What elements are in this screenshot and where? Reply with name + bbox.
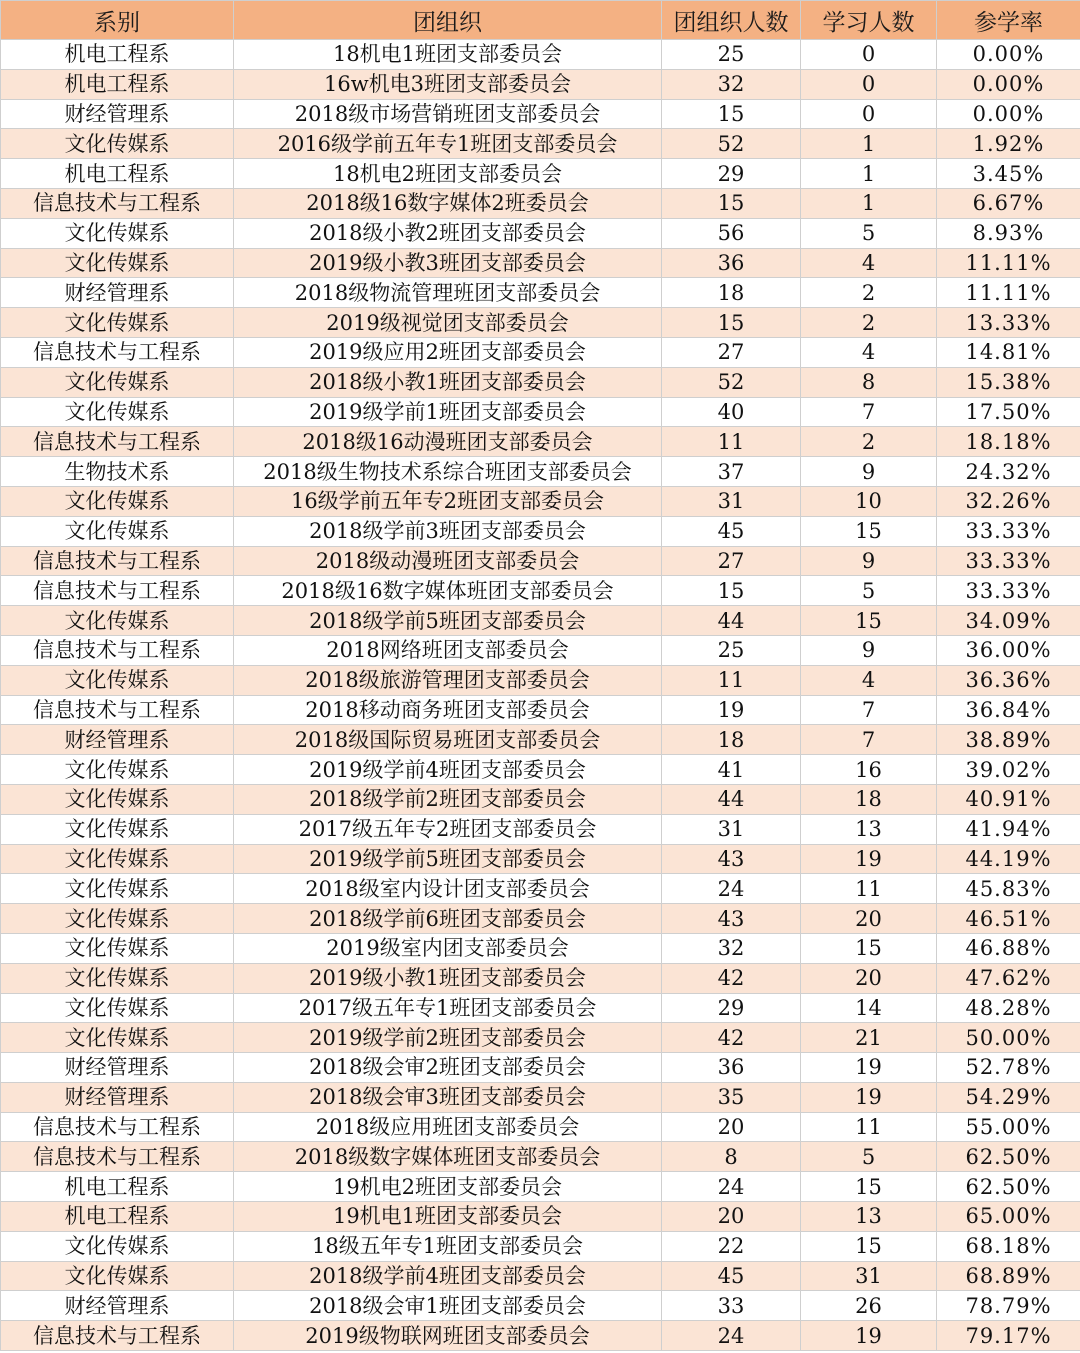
- learner-count-cell: 7: [801, 695, 937, 725]
- table-row: [1, 1023, 1080, 1053]
- table-row: [1, 904, 1080, 934]
- org-name-cell: 2018级动漫班团支部委员会: [234, 546, 662, 576]
- member-count-cell: 29: [662, 159, 801, 189]
- learner-count-cell: 5: [801, 576, 937, 606]
- org-name-cell: 2018级16动漫班团支部委员会: [234, 427, 662, 457]
- rate-cell: 6.67%: [937, 188, 1080, 218]
- rate-cell: 39.02%: [937, 755, 1080, 785]
- learner-count-cell: 15: [801, 1231, 937, 1261]
- org-name-cell: 2019级应用2班团支部委员会: [234, 337, 662, 367]
- header-learner-count: 学习人数: [801, 1, 937, 40]
- table-row: [1, 427, 1080, 457]
- rate-cell: 68.89%: [937, 1261, 1080, 1291]
- org-name-cell: 2019级小教1班团支部委员会: [234, 963, 662, 993]
- rate-cell: 62.50%: [937, 1172, 1080, 1202]
- member-count-cell: 15: [662, 188, 801, 218]
- department-cell: 财经管理系: [1, 1291, 234, 1321]
- table-row: [1, 248, 1080, 278]
- learner-count-cell: 15: [801, 1172, 937, 1202]
- learner-count-cell: 9: [801, 635, 937, 665]
- department-cell: 文化传媒系: [1, 814, 234, 844]
- learner-count-cell: 4: [801, 337, 937, 367]
- department-cell: 文化传媒系: [1, 784, 234, 814]
- table-row: [1, 1053, 1080, 1083]
- department-cell: 信息技术与工程系: [1, 1112, 234, 1142]
- org-name-cell: 2016级学前五年专1班团支部委员会: [234, 129, 662, 159]
- member-count-cell: 41: [662, 755, 801, 785]
- department-cell: 财经管理系: [1, 1053, 234, 1083]
- rate-cell: 3.45%: [937, 159, 1080, 189]
- org-name-cell: 2018级小教1班团支部委员会: [234, 367, 662, 397]
- member-count-cell: 18: [662, 725, 801, 755]
- rate-cell: 15.38%: [937, 367, 1080, 397]
- rate-cell: 36.84%: [937, 695, 1080, 725]
- org-name-cell: 2018级市场营销班团支部委员会: [234, 99, 662, 129]
- learner-count-cell: 1: [801, 188, 937, 218]
- member-count-cell: 11: [662, 427, 801, 457]
- learner-count-cell: 15: [801, 606, 937, 636]
- department-cell: 文化传媒系: [1, 129, 234, 159]
- org-name-cell: 16级学前五年专2班团支部委员会: [234, 486, 662, 516]
- learner-count-cell: 31: [801, 1261, 937, 1291]
- learner-count-cell: 14: [801, 993, 937, 1023]
- rate-cell: 18.18%: [937, 427, 1080, 457]
- table-row: [1, 933, 1080, 963]
- department-cell: 财经管理系: [1, 278, 234, 308]
- member-count-cell: 32: [662, 69, 801, 99]
- org-name-cell: 2019级学前5班团支部委员会: [234, 844, 662, 874]
- member-count-cell: 42: [662, 963, 801, 993]
- learner-count-cell: 9: [801, 457, 937, 487]
- org-name-cell: 18机电2班团支部委员会: [234, 159, 662, 189]
- table-row: [1, 1321, 1080, 1351]
- department-cell: 文化传媒系: [1, 1023, 234, 1053]
- rate-cell: 79.17%: [937, 1321, 1080, 1351]
- member-count-cell: 18: [662, 278, 801, 308]
- learner-count-cell: 21: [801, 1023, 937, 1053]
- rate-cell: 44.19%: [937, 844, 1080, 874]
- table-row: [1, 1142, 1080, 1172]
- member-count-cell: 32: [662, 933, 801, 963]
- org-name-cell: 2019级学前2班团支部委员会: [234, 1023, 662, 1053]
- org-name-cell: 2018网络班团支部委员会: [234, 635, 662, 665]
- learner-count-cell: 19: [801, 1082, 937, 1112]
- table-row: [1, 40, 1080, 70]
- member-count-cell: 44: [662, 784, 801, 814]
- table-row: [1, 725, 1080, 755]
- org-name-cell: 2018级学前2班团支部委员会: [234, 784, 662, 814]
- table-body: [1, 40, 1080, 1351]
- org-name-cell: 2018级学前5班团支部委员会: [234, 606, 662, 636]
- org-name-cell: 2018级应用班团支部委员会: [234, 1112, 662, 1142]
- rate-cell: 1.92%: [937, 129, 1080, 159]
- member-count-cell: 40: [662, 397, 801, 427]
- member-count-cell: 27: [662, 337, 801, 367]
- department-cell: 文化传媒系: [1, 904, 234, 934]
- member-count-cell: 37: [662, 457, 801, 487]
- org-name-cell: 19机电2班团支部委员会: [234, 1172, 662, 1202]
- table-row: [1, 337, 1080, 367]
- org-name-cell: 2017级五年专2班团支部委员会: [234, 814, 662, 844]
- department-cell: 信息技术与工程系: [1, 427, 234, 457]
- table-row: [1, 606, 1080, 636]
- rate-cell: 32.26%: [937, 486, 1080, 516]
- member-count-cell: 8: [662, 1142, 801, 1172]
- learner-count-cell: 26: [801, 1291, 937, 1321]
- org-name-cell: 2018级学前3班团支部委员会: [234, 516, 662, 546]
- learner-count-cell: 1: [801, 159, 937, 189]
- table-row: [1, 1231, 1080, 1261]
- member-count-cell: 15: [662, 576, 801, 606]
- rate-cell: 24.32%: [937, 457, 1080, 487]
- org-name-cell: 19机电1班团支部委员会: [234, 1202, 662, 1232]
- department-cell: 生物技术系: [1, 457, 234, 487]
- table-row: [1, 188, 1080, 218]
- header-org-member-count: 团组织人数: [662, 1, 801, 40]
- rate-cell: 11.11%: [937, 278, 1080, 308]
- learner-count-cell: 10: [801, 486, 937, 516]
- header-participation-rate: 参学率: [937, 1, 1080, 40]
- learner-count-cell: 20: [801, 904, 937, 934]
- department-cell: 文化传媒系: [1, 844, 234, 874]
- org-name-cell: 2019级物联网班团支部委员会: [234, 1321, 662, 1351]
- rate-cell: 33.33%: [937, 546, 1080, 576]
- rate-cell: 17.50%: [937, 397, 1080, 427]
- department-cell: 文化传媒系: [1, 1231, 234, 1261]
- rate-cell: 47.62%: [937, 963, 1080, 993]
- member-count-cell: 33: [662, 1291, 801, 1321]
- table-row: [1, 963, 1080, 993]
- table-row: [1, 367, 1080, 397]
- table-row: [1, 755, 1080, 785]
- rate-cell: 55.00%: [937, 1112, 1080, 1142]
- learner-count-cell: 19: [801, 844, 937, 874]
- table-row: [1, 1172, 1080, 1202]
- rate-cell: 14.81%: [937, 337, 1080, 367]
- member-count-cell: 22: [662, 1231, 801, 1261]
- rate-cell: 41.94%: [937, 814, 1080, 844]
- department-cell: 信息技术与工程系: [1, 337, 234, 367]
- rate-cell: 33.33%: [937, 516, 1080, 546]
- member-count-cell: 42: [662, 1023, 801, 1053]
- header-department: 系别: [1, 1, 234, 40]
- department-cell: 机电工程系: [1, 159, 234, 189]
- learner-count-cell: 0: [801, 99, 937, 129]
- rate-cell: 65.00%: [937, 1202, 1080, 1232]
- learner-count-cell: 0: [801, 40, 937, 70]
- member-count-cell: 36: [662, 248, 801, 278]
- table-row: [1, 397, 1080, 427]
- department-cell: 信息技术与工程系: [1, 1321, 234, 1351]
- department-cell: 财经管理系: [1, 1082, 234, 1112]
- member-count-cell: 31: [662, 814, 801, 844]
- rate-cell: 33.33%: [937, 576, 1080, 606]
- member-count-cell: 36: [662, 1053, 801, 1083]
- rate-cell: 11.11%: [937, 248, 1080, 278]
- table-row: [1, 457, 1080, 487]
- department-cell: 文化传媒系: [1, 933, 234, 963]
- department-cell: 文化传媒系: [1, 606, 234, 636]
- department-cell: 文化传媒系: [1, 248, 234, 278]
- department-cell: 机电工程系: [1, 1202, 234, 1232]
- org-name-cell: 2017级五年专1班团支部委员会: [234, 993, 662, 1023]
- table-row: [1, 993, 1080, 1023]
- rate-cell: 0.00%: [937, 40, 1080, 70]
- member-count-cell: 43: [662, 904, 801, 934]
- member-count-cell: 15: [662, 99, 801, 129]
- member-count-cell: 45: [662, 516, 801, 546]
- learner-count-cell: 11: [801, 874, 937, 904]
- department-cell: 文化传媒系: [1, 755, 234, 785]
- learner-count-cell: 4: [801, 665, 937, 695]
- department-cell: 信息技术与工程系: [1, 546, 234, 576]
- table-row: [1, 308, 1080, 338]
- table-row: [1, 99, 1080, 129]
- learner-count-cell: 9: [801, 546, 937, 576]
- table-row: [1, 784, 1080, 814]
- member-count-cell: 24: [662, 874, 801, 904]
- table-row: [1, 844, 1080, 874]
- header-row: [1, 1, 1080, 40]
- org-name-cell: 2019级学前4班团支部委员会: [234, 755, 662, 785]
- learner-count-cell: 20: [801, 963, 937, 993]
- table-row: [1, 159, 1080, 189]
- department-cell: 文化传媒系: [1, 665, 234, 695]
- learner-count-cell: 7: [801, 725, 937, 755]
- department-cell: 机电工程系: [1, 69, 234, 99]
- rate-cell: 0.00%: [937, 99, 1080, 129]
- table-row: [1, 278, 1080, 308]
- org-name-cell: 2018级学前6班团支部委员会: [234, 904, 662, 934]
- member-count-cell: 20: [662, 1202, 801, 1232]
- table-row: [1, 635, 1080, 665]
- learner-count-cell: 2: [801, 427, 937, 457]
- department-cell: 财经管理系: [1, 725, 234, 755]
- table-row: [1, 218, 1080, 248]
- table-row: [1, 814, 1080, 844]
- table-row: [1, 129, 1080, 159]
- department-cell: 文化传媒系: [1, 308, 234, 338]
- rate-cell: 40.91%: [937, 784, 1080, 814]
- rate-cell: 52.78%: [937, 1053, 1080, 1083]
- org-name-cell: 2018级小教2班团支部委员会: [234, 218, 662, 248]
- department-cell: 信息技术与工程系: [1, 188, 234, 218]
- org-name-cell: 2018级数字媒体班团支部委员会: [234, 1142, 662, 1172]
- org-name-cell: 2019级小教3班团支部委员会: [234, 248, 662, 278]
- table-row: [1, 576, 1080, 606]
- member-count-cell: 24: [662, 1321, 801, 1351]
- learner-count-cell: 1: [801, 129, 937, 159]
- learner-count-cell: 7: [801, 397, 937, 427]
- learner-count-cell: 11: [801, 1112, 937, 1142]
- learner-count-cell: 19: [801, 1053, 937, 1083]
- member-count-cell: 52: [662, 129, 801, 159]
- rate-cell: 0.00%: [937, 69, 1080, 99]
- org-name-cell: 2019级学前1班团支部委员会: [234, 397, 662, 427]
- rate-cell: 46.88%: [937, 933, 1080, 963]
- learner-count-cell: 13: [801, 814, 937, 844]
- department-cell: 机电工程系: [1, 1172, 234, 1202]
- org-name-cell: 2018级16数字媒体2班委员会: [234, 188, 662, 218]
- department-cell: 文化传媒系: [1, 993, 234, 1023]
- table-row: [1, 1082, 1080, 1112]
- rate-cell: 36.36%: [937, 665, 1080, 695]
- department-cell: 信息技术与工程系: [1, 1142, 234, 1172]
- member-count-cell: 24: [662, 1172, 801, 1202]
- org-name-cell: 2018级学前4班团支部委员会: [234, 1261, 662, 1291]
- rate-cell: 38.89%: [937, 725, 1080, 755]
- rate-cell: 45.83%: [937, 874, 1080, 904]
- member-count-cell: 15: [662, 308, 801, 338]
- learner-count-cell: 5: [801, 1142, 937, 1172]
- org-name-cell: 2018级会审3班团支部委员会: [234, 1082, 662, 1112]
- learner-count-cell: 5: [801, 218, 937, 248]
- rate-cell: 78.79%: [937, 1291, 1080, 1321]
- member-count-cell: 20: [662, 1112, 801, 1142]
- org-name-cell: 2018级旅游管理团支部委员会: [234, 665, 662, 695]
- table-row: [1, 546, 1080, 576]
- table-row: [1, 1291, 1080, 1321]
- table-row: [1, 516, 1080, 546]
- rate-cell: 34.09%: [937, 606, 1080, 636]
- table-row: [1, 486, 1080, 516]
- org-name-cell: 2018级国际贸易班团支部委员会: [234, 725, 662, 755]
- header-league-org: 团组织: [234, 1, 662, 40]
- member-count-cell: 56: [662, 218, 801, 248]
- member-count-cell: 25: [662, 635, 801, 665]
- department-cell: 文化传媒系: [1, 963, 234, 993]
- rate-cell: 62.50%: [937, 1142, 1080, 1172]
- member-count-cell: 43: [662, 844, 801, 874]
- member-count-cell: 27: [662, 546, 801, 576]
- learner-count-cell: 19: [801, 1321, 937, 1351]
- rate-cell: 8.93%: [937, 218, 1080, 248]
- table-row: [1, 665, 1080, 695]
- org-name-cell: 2018级16数字媒体班团支部委员会: [234, 576, 662, 606]
- rate-cell: 36.00%: [937, 635, 1080, 665]
- department-cell: 文化传媒系: [1, 516, 234, 546]
- learner-count-cell: 18: [801, 784, 937, 814]
- member-count-cell: 45: [662, 1261, 801, 1291]
- member-count-cell: 52: [662, 367, 801, 397]
- org-name-cell: 2019级视觉团支部委员会: [234, 308, 662, 338]
- learner-count-cell: 8: [801, 367, 937, 397]
- org-name-cell: 2018移动商务班团支部委员会: [234, 695, 662, 725]
- learner-count-cell: 2: [801, 308, 937, 338]
- member-count-cell: 25: [662, 40, 801, 70]
- rate-cell: 50.00%: [937, 1023, 1080, 1053]
- department-cell: 文化传媒系: [1, 397, 234, 427]
- org-name-cell: 2019级室内团支部委员会: [234, 933, 662, 963]
- rate-cell: 54.29%: [937, 1082, 1080, 1112]
- org-name-cell: 2018级会审2班团支部委员会: [234, 1053, 662, 1083]
- member-count-cell: 29: [662, 993, 801, 1023]
- org-name-cell: 2018级生物技术系综合班团支部委员会: [234, 457, 662, 487]
- learner-count-cell: 16: [801, 755, 937, 785]
- org-name-cell: 18级五年专1班团支部委员会: [234, 1231, 662, 1261]
- member-count-cell: 31: [662, 486, 801, 516]
- department-cell: 文化传媒系: [1, 486, 234, 516]
- department-cell: 文化传媒系: [1, 218, 234, 248]
- department-cell: 财经管理系: [1, 99, 234, 129]
- table-row: [1, 874, 1080, 904]
- department-cell: 信息技术与工程系: [1, 695, 234, 725]
- rate-cell: 46.51%: [937, 904, 1080, 934]
- learner-count-cell: 4: [801, 248, 937, 278]
- table-row: [1, 69, 1080, 99]
- learner-count-cell: 15: [801, 516, 937, 546]
- org-name-cell: 2018级会审1班团支部委员会: [234, 1291, 662, 1321]
- department-cell: 机电工程系: [1, 40, 234, 70]
- org-name-cell: 16w机电3班团支部委员会: [234, 69, 662, 99]
- learner-count-cell: 0: [801, 69, 937, 99]
- rate-cell: 48.28%: [937, 993, 1080, 1023]
- table-row: [1, 1202, 1080, 1232]
- rate-cell: 13.33%: [937, 308, 1080, 338]
- learner-count-cell: 15: [801, 933, 937, 963]
- member-count-cell: 44: [662, 606, 801, 636]
- rate-cell: 68.18%: [937, 1231, 1080, 1261]
- department-cell: 信息技术与工程系: [1, 635, 234, 665]
- department-cell: 文化传媒系: [1, 367, 234, 397]
- org-name-cell: 18机电1班团支部委员会: [234, 40, 662, 70]
- member-count-cell: 35: [662, 1082, 801, 1112]
- table-row: [1, 1261, 1080, 1291]
- learner-count-cell: 13: [801, 1202, 937, 1232]
- learner-count-cell: 2: [801, 278, 937, 308]
- org-name-cell: 2018级室内设计团支部委员会: [234, 874, 662, 904]
- member-count-cell: 19: [662, 695, 801, 725]
- table-row: [1, 1112, 1080, 1142]
- table-row: [1, 695, 1080, 725]
- org-name-cell: 2018级物流管理班团支部委员会: [234, 278, 662, 308]
- department-cell: 文化传媒系: [1, 1261, 234, 1291]
- department-cell: 信息技术与工程系: [1, 576, 234, 606]
- department-cell: 文化传媒系: [1, 874, 234, 904]
- member-count-cell: 11: [662, 665, 801, 695]
